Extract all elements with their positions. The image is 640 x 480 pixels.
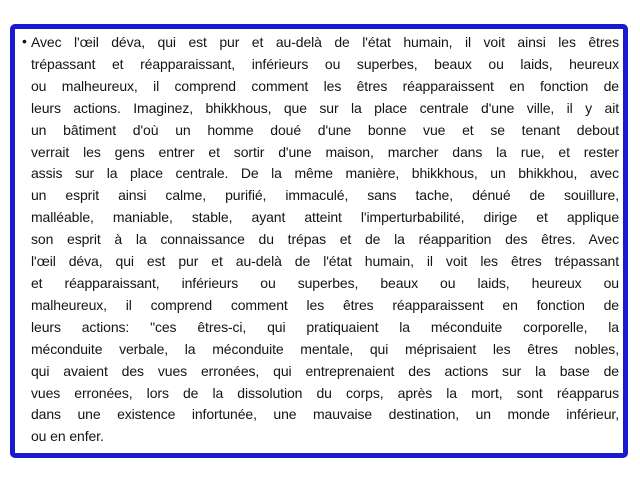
text-line: ou malheureux, il comprend comment les êtres réapparaissent en fonction de <box>31 77 619 94</box>
text-line: et réapparaissant, inférieurs ou superbes, beaux ou laids, heureux ou <box>31 274 619 291</box>
text-line: dans une existence infortunée, une mauvaise destination, un monde inférieur, <box>31 406 619 423</box>
text-line: qui avaient des vues erronées, qui entreprenaient des actions sur la base de <box>31 362 619 379</box>
text-line: ou en enfer. <box>31 428 104 445</box>
text-line: leurs actions. Imaginez, bhikkhous, que sur la place centrale d'une ville, il y ait <box>31 99 619 116</box>
text-line: leurs actions: "ces êtres-ci, qui pratiquaient la méconduite corporelle, la <box>31 318 619 335</box>
text-line: vues erronées, lors de la dissolution du corps, après la mort, sont réapparus <box>31 384 619 401</box>
text-line: l'œil déva, qui est pur et au-delà de l'état humain, il voit les êtres trépassant <box>31 253 619 270</box>
text-line: trépassant et réapparaissant, inférieurs ou superbes, beaux ou laids, heureux <box>31 55 619 72</box>
text-line: son esprit à la connaissance du trépas et de la réapparition des êtres. Avec <box>31 231 619 248</box>
text-line: un esprit ainsi calme, purifié, immaculé, sans tache, dénué de souillure, <box>31 187 619 204</box>
bullet-paragraph <box>15 29 623 453</box>
text-line: méconduite verbale, la méconduite mentale, qui méprisaient les êtres nobles, <box>31 340 619 357</box>
text-line: verrait les gens entrer et sortir d'une maison, marcher dans la rue, et rester <box>31 143 619 160</box>
text-line: malléable, maniable, stable, ayant atteint l'imperturbabilité, dirige et applique <box>31 209 619 226</box>
text-line: un bâtiment d'où un homme doué d'une bonne vue et se tenant debout <box>31 121 619 138</box>
bullet-marker: • <box>22 33 27 49</box>
text-line: Avec l'œil déva, qui est pur et au-delà de l'état humain, il voit ainsi les êtres <box>31 34 619 50</box>
paragraph-lines <box>31 32 619 448</box>
text-box <box>10 24 628 458</box>
text-line: assis sur la place centrale. De la même manière, bhikkhous, un bhikkhou, avec <box>31 165 619 182</box>
text-line: malheureux, il comprend comment les êtres réapparaissent en fonction de <box>31 296 619 313</box>
